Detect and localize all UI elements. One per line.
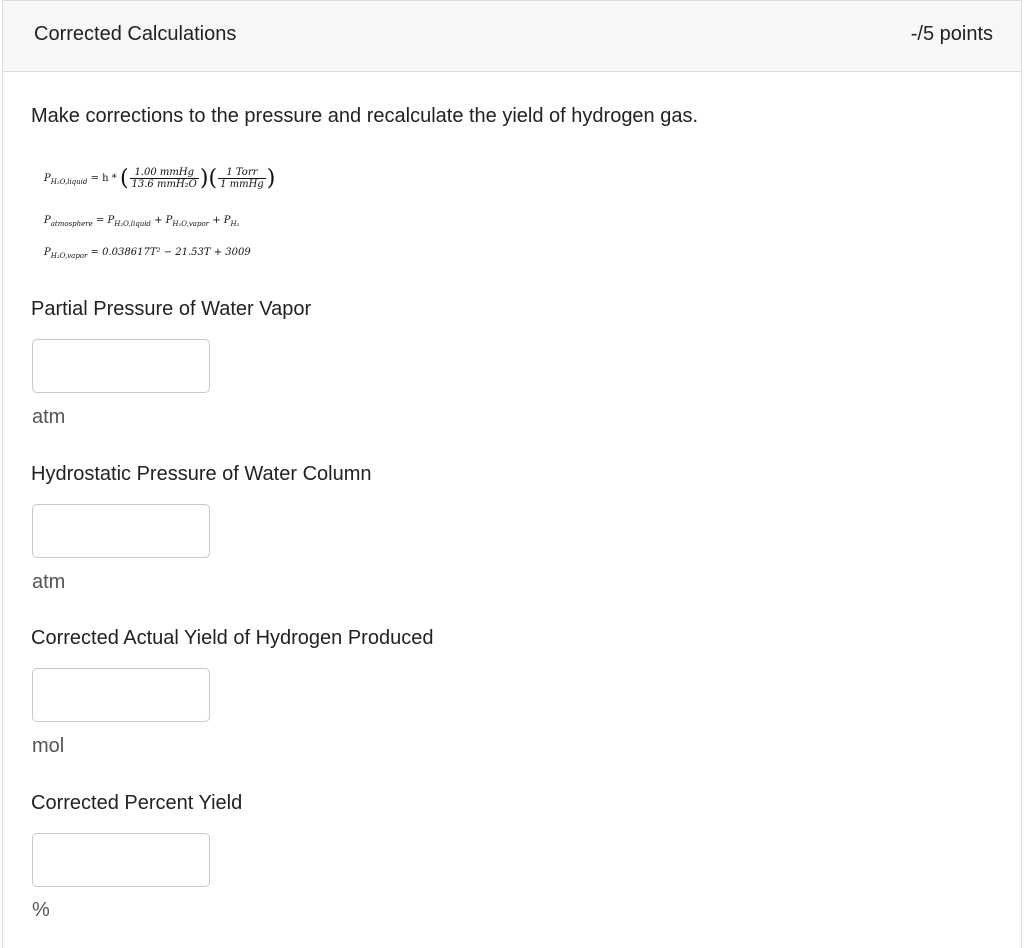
eq2-equals: = P — [92, 215, 115, 226]
eq2-term1-subscript: H₂O,liquid — [114, 220, 151, 228]
question-label-hydrostatic-pressure: Hydrostatic Pressure of Water Column — [31, 463, 372, 485]
points-indicator: -/5 points — [910, 23, 993, 45]
eq2-term2-subscript: H₂O,vapor — [172, 220, 210, 228]
panel-header — [3, 1, 1021, 72]
eq1-frac2-numerator: 1 Torr — [218, 167, 266, 179]
eq1-fraction-1 — [130, 167, 199, 190]
equation-atmospheric-pressure — [44, 215, 239, 228]
equation-liquid-pressure: $P_{H_2O,liquid} = h$ * ( $\frac{\text{1.00 mmHg}}{\text{13.6 mmH₂O}}$ )( $\frac{\text{1 Torr}}{\text{1 mmHg}}$ ) — [44, 166, 276, 191]
question-label-percent-yield: Corrected Percent Yield — [31, 792, 243, 814]
eq2-lhs-subscript: atmosphere — [50, 220, 93, 228]
unit-label-actual-yield: mol — [32, 735, 65, 757]
eq3-rhs: = 0.038617T² − 21.53T + 3009 — [87, 247, 251, 258]
hydrostatic-pressure-input[interactable] — [32, 504, 210, 558]
eq2-lhs: P — [44, 215, 51, 226]
eq1-operator: = h * — [87, 173, 120, 184]
eq2-plus1: + P — [150, 215, 173, 226]
eq1-fraction-2 — [218, 167, 266, 190]
eq1-frac1-denominator: 13.6 mmH₂O — [131, 179, 197, 190]
percent-yield-input[interactable] — [32, 833, 210, 887]
unit-label-vapor-pressure: atm — [32, 406, 66, 428]
question-title: Corrected Calculations — [34, 23, 237, 45]
instructions-text: Make corrections to the pressure and recalculate the yield of hydrogen gas. — [31, 105, 699, 127]
eq1-frac1-numerator: 1.00 mmHg — [130, 167, 199, 179]
question-label-vapor-pressure: Partial Pressure of Water Vapor — [31, 298, 312, 320]
equation-vapor-pressure — [44, 247, 251, 260]
unit-label-percent-yield: % — [32, 899, 50, 921]
eq3-lhs-subscript: H₂O,vapor — [50, 252, 88, 260]
vapor-pressure-input[interactable] — [32, 339, 210, 393]
question-label-actual-yield: Corrected Actual Yield of Hydrogen Produced — [31, 627, 434, 649]
eq3-lhs: P — [44, 247, 51, 258]
eq2-term3-subscript: H₂ — [230, 220, 240, 228]
actual-yield-input[interactable] — [32, 668, 210, 722]
eq2-plus2: + P — [209, 215, 231, 226]
eq1-frac2-denominator: 1 mmHg — [220, 179, 264, 190]
eq1-lhs-subscript: H₂O,liquid — [50, 178, 88, 186]
eq1-lhs: P — [44, 173, 51, 184]
unit-label-hydrostatic-pressure: atm — [32, 571, 66, 593]
